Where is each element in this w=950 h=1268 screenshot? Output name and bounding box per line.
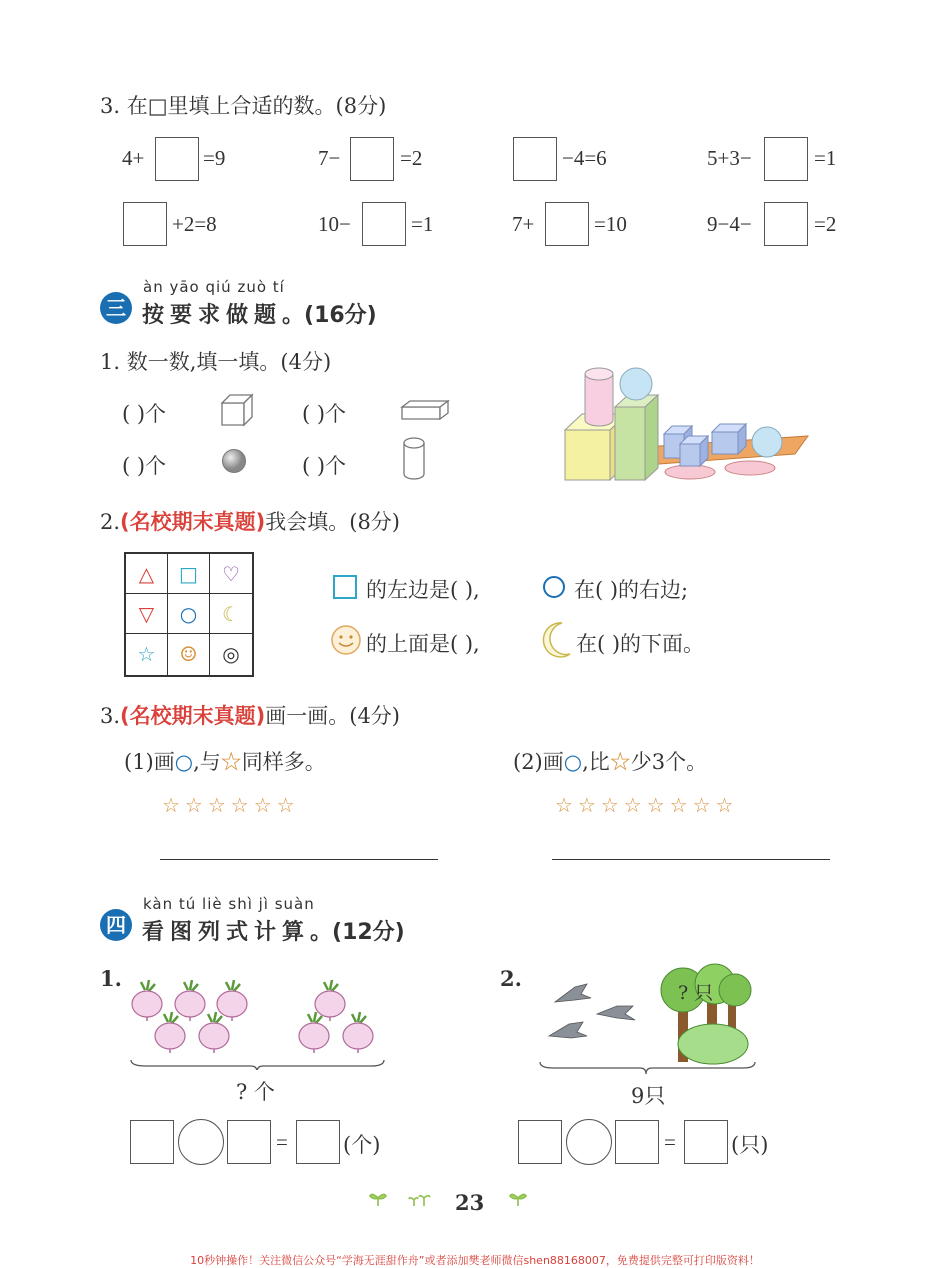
eq-2-4-pre: 9−4− bbox=[707, 212, 752, 236]
draw-answer-line-right[interactable] bbox=[552, 859, 830, 860]
eq-1-1-pre: 4+ bbox=[122, 146, 145, 170]
eq-2-4-post: =2 bbox=[814, 212, 837, 236]
circle-icon: ○ bbox=[174, 750, 194, 774]
answer-box[interactable] bbox=[296, 1120, 340, 1164]
q3-num: 3. bbox=[100, 704, 121, 728]
q2-line2a: 的上面是( ), bbox=[366, 632, 480, 656]
q3-rest: 画一画。(4分) bbox=[265, 704, 400, 728]
sec3-score: 。(16分) bbox=[282, 303, 377, 328]
square-icon bbox=[332, 574, 358, 600]
count-sphere[interactable]: ( )个 bbox=[122, 454, 167, 478]
draw-answer-line-left[interactable] bbox=[160, 859, 438, 860]
cylinder-icon bbox=[401, 436, 427, 482]
draw-left-instruction bbox=[124, 746, 326, 776]
eq-2-1-post: +2=8 bbox=[172, 212, 217, 236]
sec3-badge: 三 bbox=[100, 292, 132, 324]
q2-num: 2. bbox=[100, 510, 121, 534]
grid-cell: ☾ bbox=[210, 594, 252, 634]
footer-notice: 10秒钟操作！关注微信公众号“学海无涯甜作舟”或者添加樊老师微信shen88168007，免费提供完整可打印版资料！ bbox=[190, 1254, 760, 1267]
draw-right-b: ,比 bbox=[582, 750, 610, 774]
p1-label: ? 个 bbox=[236, 1080, 275, 1104]
eq-1-1-post: =9 bbox=[203, 146, 226, 170]
grid-cell: ▽ bbox=[126, 594, 168, 634]
p2-label: 9只 bbox=[631, 1084, 666, 1108]
moon-icon bbox=[538, 620, 574, 660]
sec3-q3-title bbox=[100, 700, 400, 730]
draw-left-b: ,与 bbox=[193, 750, 221, 774]
answer-box[interactable] bbox=[350, 137, 394, 181]
count-cylinder[interactable]: ( )个 bbox=[302, 454, 347, 478]
sec3-title bbox=[142, 298, 377, 329]
grid-cell: ☆ bbox=[126, 634, 168, 675]
star-icon: ☆ bbox=[220, 750, 242, 774]
operator-circle[interactable] bbox=[178, 1119, 224, 1165]
count-cuboid[interactable]: ( )个 bbox=[302, 402, 347, 426]
cuboid-icon bbox=[400, 399, 450, 421]
p1-unit: (个) bbox=[343, 1133, 381, 1157]
q3-tag: (名校期末真题) bbox=[120, 704, 266, 728]
sec4-title bbox=[142, 915, 405, 946]
stars-left: ☆☆☆☆☆☆ bbox=[162, 793, 300, 817]
eq-1-4-post: =1 bbox=[814, 146, 837, 170]
sec3-q1-title: 1. 数一数,填一填。(4分) bbox=[100, 350, 332, 374]
p2-num: 2. bbox=[500, 966, 522, 991]
grid-cell: ◎ bbox=[222, 642, 240, 666]
blocks-illustration bbox=[560, 362, 815, 490]
eq-2-2-post: =1 bbox=[411, 212, 434, 236]
sec3-title-text: 按要求做题 bbox=[142, 303, 283, 328]
sec3-q2-title bbox=[100, 506, 400, 536]
eq-2-3-pre: 7+ bbox=[512, 212, 535, 236]
sprout-icon bbox=[368, 1190, 388, 1208]
eq-1-3-post: −4=6 bbox=[562, 146, 607, 170]
star-icon: ☆ bbox=[609, 750, 631, 774]
birds-trees-illustration bbox=[535, 962, 760, 1082]
draw-left-a: (1)画 bbox=[124, 750, 175, 774]
draw-right-a: (2)画 bbox=[513, 750, 564, 774]
equals-sign: = bbox=[664, 1130, 676, 1154]
sprout-icon bbox=[408, 1192, 432, 1208]
circle-icon: ○ bbox=[563, 750, 583, 774]
answer-box[interactable] bbox=[155, 137, 199, 181]
eq-2-2-pre: 10− bbox=[318, 212, 351, 236]
answer-box[interactable] bbox=[362, 202, 406, 246]
q2-tag: (名校期末真题) bbox=[120, 510, 266, 534]
answer-box[interactable] bbox=[227, 1120, 271, 1164]
eq-1-4-pre: 5+3− bbox=[707, 146, 752, 170]
position-grid bbox=[124, 552, 254, 677]
sec3-pinyin: àn yāo qiú zuò tí bbox=[143, 278, 285, 296]
answer-box[interactable] bbox=[545, 202, 589, 246]
eq-1-2-pre: 7− bbox=[318, 146, 341, 170]
q2-rest: 我会填。(8分) bbox=[265, 510, 400, 534]
radish-illustration bbox=[126, 980, 388, 1070]
grid-cell: △ bbox=[126, 554, 168, 594]
operator-circle[interactable] bbox=[566, 1119, 612, 1165]
grid-cell: ○ bbox=[168, 594, 210, 634]
eq-1-2-post: =2 bbox=[400, 146, 423, 170]
draw-right-instruction bbox=[513, 746, 707, 776]
answer-box[interactable] bbox=[518, 1120, 562, 1164]
sec4-pinyin: kàn tú liè shì jì suàn bbox=[143, 895, 315, 913]
page-number: 23 bbox=[455, 1190, 485, 1215]
stars-right: ☆☆☆☆☆☆☆☆ bbox=[555, 793, 739, 817]
p2-top-label: ? 只 bbox=[678, 982, 714, 1004]
smiley-icon bbox=[330, 624, 362, 656]
grid-cell: □ bbox=[168, 554, 210, 594]
sphere-icon bbox=[221, 448, 247, 474]
sec4-title-text: 看图列式计算 bbox=[142, 920, 311, 945]
sec4-badge: 四 bbox=[100, 909, 132, 941]
sprout-icon bbox=[508, 1190, 528, 1208]
answer-box[interactable] bbox=[764, 202, 808, 246]
answer-box[interactable] bbox=[764, 137, 808, 181]
q2-line1b: 在( )的右边; bbox=[574, 578, 689, 602]
sec4-score: 。(12分) bbox=[310, 920, 405, 945]
equals-sign: = bbox=[276, 1130, 288, 1154]
answer-box[interactable] bbox=[123, 202, 167, 246]
p1-num: 1. bbox=[100, 966, 122, 991]
q2-line1a: 的左边是( ), bbox=[366, 578, 480, 602]
q2-line2b: 在( )的下面。 bbox=[576, 632, 705, 656]
answer-box[interactable] bbox=[684, 1120, 728, 1164]
draw-left-c: 同样多。 bbox=[241, 750, 326, 774]
cube-icon bbox=[220, 393, 256, 427]
answer-box[interactable] bbox=[615, 1120, 659, 1164]
grid-cell: ♡ bbox=[210, 554, 252, 594]
circle-icon bbox=[541, 574, 567, 600]
answer-box[interactable] bbox=[130, 1120, 174, 1164]
count-cube[interactable]: ( )个 bbox=[122, 402, 167, 426]
grid-cell: ☺ bbox=[168, 634, 210, 675]
eq-2-3-post: =10 bbox=[594, 212, 627, 236]
q3-title: 3. 在□里填上合适的数。(8分) bbox=[100, 94, 387, 118]
draw-right-c: 少3个。 bbox=[630, 750, 708, 774]
answer-box[interactable] bbox=[513, 137, 557, 181]
p2-unit: (只) bbox=[731, 1133, 769, 1157]
